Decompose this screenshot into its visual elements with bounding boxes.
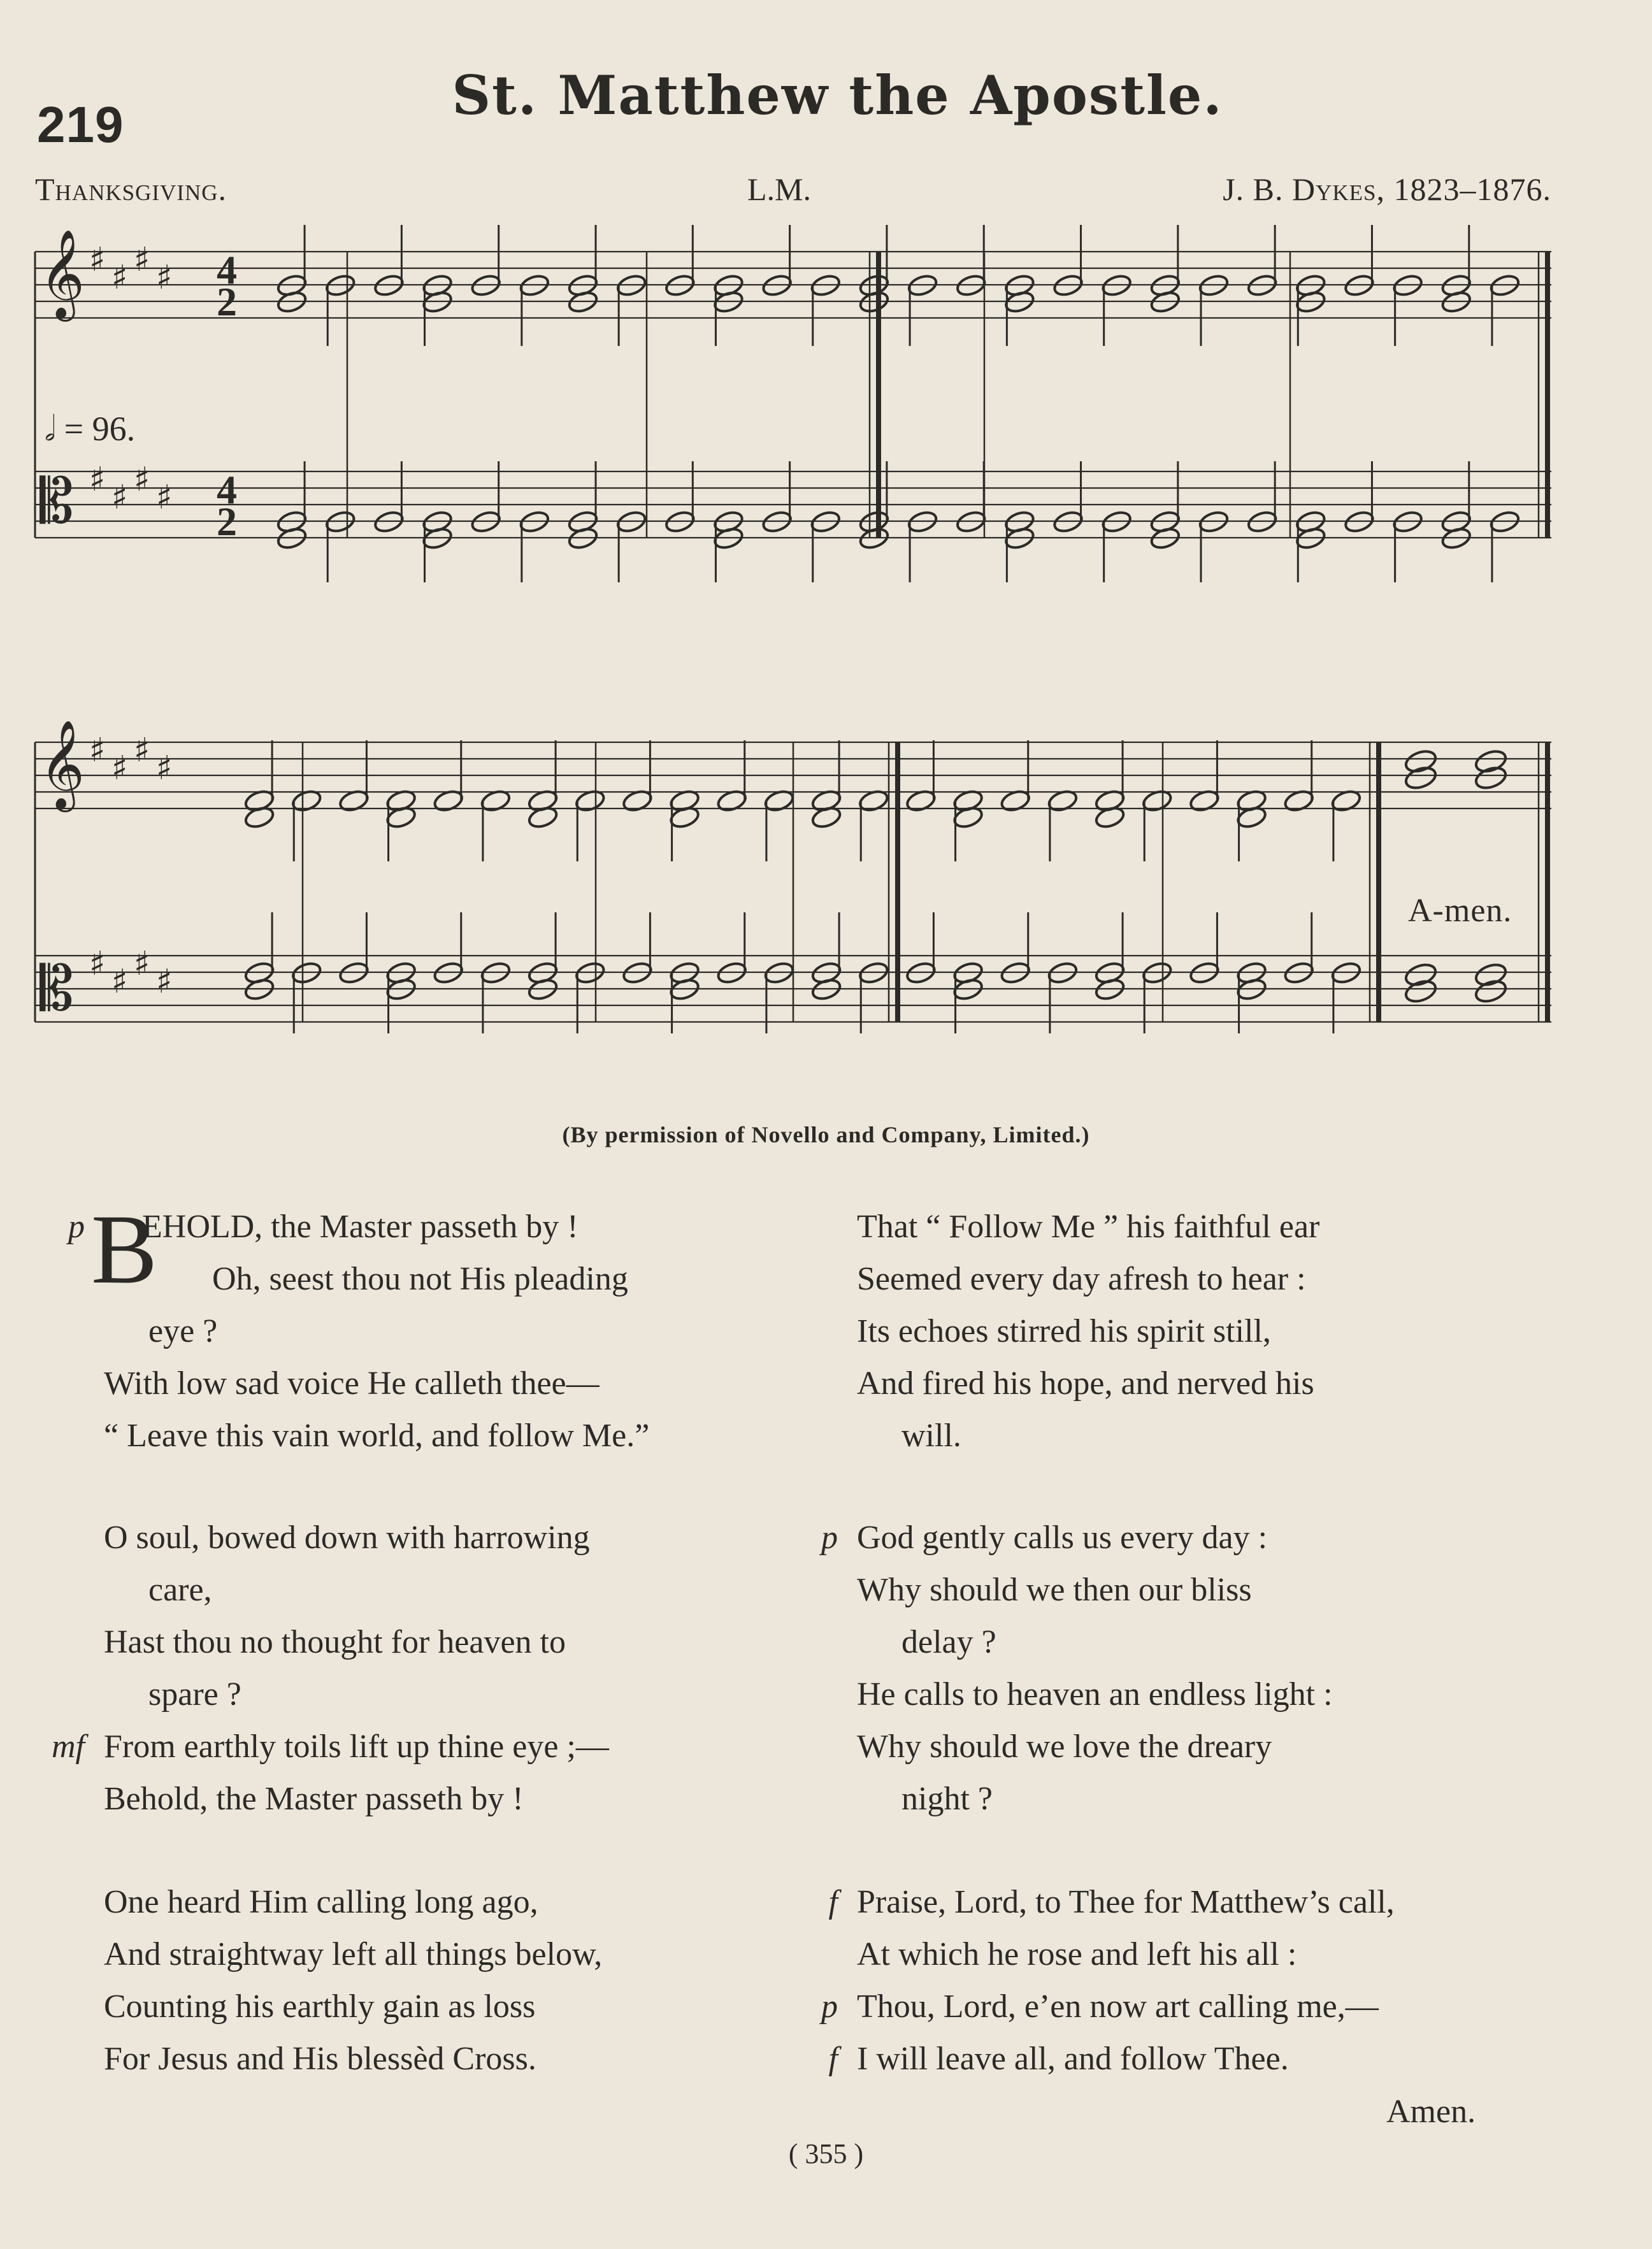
verse-5 bbox=[821, 1512, 1558, 1825]
sharp-icon: ♯ bbox=[89, 731, 106, 770]
verse-4 bbox=[857, 1201, 1558, 1462]
amen-label: A-men. bbox=[1408, 893, 1512, 929]
verse-line bbox=[104, 1876, 811, 1929]
tenor-clef-icon: 𝄡 bbox=[40, 466, 74, 537]
verse-line bbox=[828, 1876, 1558, 1929]
verse-line bbox=[857, 1410, 1558, 1462]
sharp-icon: ♯ bbox=[134, 241, 150, 279]
verse-line-text: will. bbox=[901, 1418, 961, 1454]
sharp-icon: ♯ bbox=[156, 749, 173, 787]
verse-line bbox=[68, 1201, 811, 1253]
time-signature-top: 4 bbox=[217, 467, 237, 512]
verse-line-text: At which he rose and left his all : bbox=[857, 1936, 1297, 1972]
verse-line-text: That “ Follow Me ” his faithful ear bbox=[857, 1209, 1320, 1245]
verse-line bbox=[104, 1564, 811, 1616]
verse-line-text: Why should we then our bliss bbox=[857, 1572, 1252, 1608]
verse-line bbox=[857, 1305, 1558, 1358]
time-signature-bottom: 2 bbox=[217, 499, 237, 544]
sharp-icon: ♯ bbox=[156, 478, 173, 517]
sharp-icon: ♯ bbox=[111, 259, 128, 297]
verse-line bbox=[104, 1410, 811, 1462]
verse-line-text: “ Leave this vain world, and follow Me.” bbox=[104, 1418, 650, 1454]
verse-2 bbox=[52, 1512, 811, 1825]
final-amen: Amen. bbox=[1386, 2094, 1476, 2130]
composer: J. B. Dykes, 1823–1876. bbox=[1223, 171, 1551, 207]
sharp-icon: ♯ bbox=[111, 749, 128, 787]
verse-line bbox=[857, 1929, 1558, 1981]
page-number: ( 355 ) bbox=[788, 2138, 864, 2169]
verse-line bbox=[104, 1358, 811, 1410]
verse-line bbox=[857, 1253, 1558, 1305]
verse-1 bbox=[68, 1194, 811, 1462]
verse-line bbox=[857, 1669, 1558, 1721]
verse-line-text: Seemed every day afresh to hear : bbox=[857, 1261, 1306, 1297]
verse-line-text: Its echoes stirred his spirit still, bbox=[857, 1313, 1271, 1349]
music-score bbox=[0, 0, 1652, 1109]
verse-line bbox=[857, 1773, 1558, 1825]
sharp-icon: ♯ bbox=[89, 945, 106, 983]
verse-line bbox=[104, 1305, 811, 1358]
dynamic-mark: mf bbox=[52, 1728, 85, 1765]
sharp-icon: ♯ bbox=[89, 241, 106, 279]
treble-clef-icon: 𝄞 bbox=[40, 229, 85, 318]
verse-line-text: night ? bbox=[901, 1781, 993, 1817]
verse-line bbox=[857, 1616, 1558, 1669]
sharp-icon: ♯ bbox=[89, 461, 106, 499]
verse-3 bbox=[104, 1876, 811, 2085]
dynamic-mark: p bbox=[821, 1988, 838, 2025]
verse-line-text: I will leave all, and follow Thee. bbox=[857, 2041, 1289, 2077]
dynamic-mark: p bbox=[821, 1520, 838, 1556]
verse-line-text: For Jesus and His blessèd Cross. bbox=[104, 2041, 536, 2077]
verse-line-text: O soul, bowed down with harrowing bbox=[104, 1520, 590, 1556]
verse-line-text: And fired his hope, and nerved his bbox=[857, 1365, 1314, 1402]
sharp-icon: ♯ bbox=[111, 963, 128, 1001]
verse-line bbox=[828, 2033, 1558, 2085]
sharp-icon: ♯ bbox=[134, 731, 150, 770]
verse-line-text: Oh, seest thou not His pleading bbox=[212, 1261, 628, 1297]
verse-line-text: And straightway left all things below, bbox=[104, 1936, 603, 1972]
meter: L.M. bbox=[747, 171, 811, 207]
hymn-title: St. Matthew the Apostle. bbox=[452, 64, 1223, 127]
verse-line bbox=[857, 1201, 1558, 1253]
verse-line bbox=[104, 1616, 811, 1669]
verse-line bbox=[821, 1981, 1558, 2033]
hymn-number: 219 bbox=[37, 96, 124, 153]
permission-note: (By permission of Novello and Company, Limited.) bbox=[562, 1122, 1090, 1147]
verse-line-text: God gently calls us every day : bbox=[857, 1520, 1268, 1556]
verse-line-text: Counting his earthly gain as loss bbox=[104, 1988, 536, 2025]
sharp-icon: ♯ bbox=[134, 461, 150, 499]
verse-line bbox=[52, 1721, 811, 1773]
time-signature-bottom: 2 bbox=[217, 279, 237, 324]
dynamic-mark: p bbox=[68, 1209, 85, 1245]
verse-line bbox=[104, 1669, 811, 1721]
verse-line bbox=[104, 1773, 811, 1825]
dynamic-mark: f bbox=[828, 2041, 838, 2077]
verse-line bbox=[104, 2033, 811, 2085]
tempo-marking: 𝅗𝅥 = 96. bbox=[45, 410, 136, 448]
verse-line-text: care, bbox=[148, 1572, 212, 1608]
sharp-icon: ♯ bbox=[111, 478, 128, 517]
verse-line-text: Hast thou no thought for heaven to bbox=[104, 1624, 566, 1660]
verse-line-text: He calls to heaven an endless light : bbox=[857, 1676, 1333, 1713]
verse-line-text: Why should we love the dreary bbox=[857, 1728, 1272, 1765]
sharp-icon: ♯ bbox=[156, 259, 173, 297]
verse-line bbox=[104, 1981, 811, 2033]
verse-line bbox=[857, 1721, 1558, 1773]
verse-line-text: One heard Him calling long ago, bbox=[104, 1884, 538, 1920]
verse-6 bbox=[821, 1876, 1558, 2085]
treble-clef-icon: 𝄞 bbox=[40, 720, 85, 808]
verse-line-text: Praise, Lord, to Thee for Matthew’s call, bbox=[857, 1884, 1395, 1920]
verse-line bbox=[104, 1512, 811, 1564]
verse-line-text: Thou, Lord, e’en now art calling me,— bbox=[857, 1988, 1379, 2025]
sharp-icon: ♯ bbox=[156, 963, 173, 1001]
verse-line-text: delay ? bbox=[901, 1624, 996, 1660]
verse-line-text: From earthly toils lift up thine eye ;— bbox=[104, 1728, 609, 1765]
verse-line bbox=[857, 1358, 1558, 1410]
verse-line-text: spare ? bbox=[148, 1676, 241, 1713]
sharp-icon: ♯ bbox=[134, 945, 150, 983]
verse-line-text: Behold, the Master passeth by ! bbox=[104, 1781, 524, 1817]
verse-line bbox=[857, 1564, 1558, 1616]
tenor-clef-icon: 𝄡 bbox=[40, 953, 74, 1024]
time-signature-top: 4 bbox=[217, 247, 237, 292]
verse-line bbox=[104, 1253, 811, 1305]
tune-name: Thanksgiving. bbox=[35, 171, 227, 207]
verse-line-text: EHOLD, the Master passeth by ! bbox=[142, 1209, 578, 1245]
verse-line-text: With low sad voice He calleth thee— bbox=[104, 1365, 600, 1402]
dynamic-mark: f bbox=[828, 1884, 838, 1920]
verse-line-text: eye ? bbox=[148, 1313, 218, 1349]
verse-line bbox=[104, 1929, 811, 1981]
verse-line bbox=[821, 1512, 1558, 1564]
drop-cap: B bbox=[91, 1194, 158, 1304]
